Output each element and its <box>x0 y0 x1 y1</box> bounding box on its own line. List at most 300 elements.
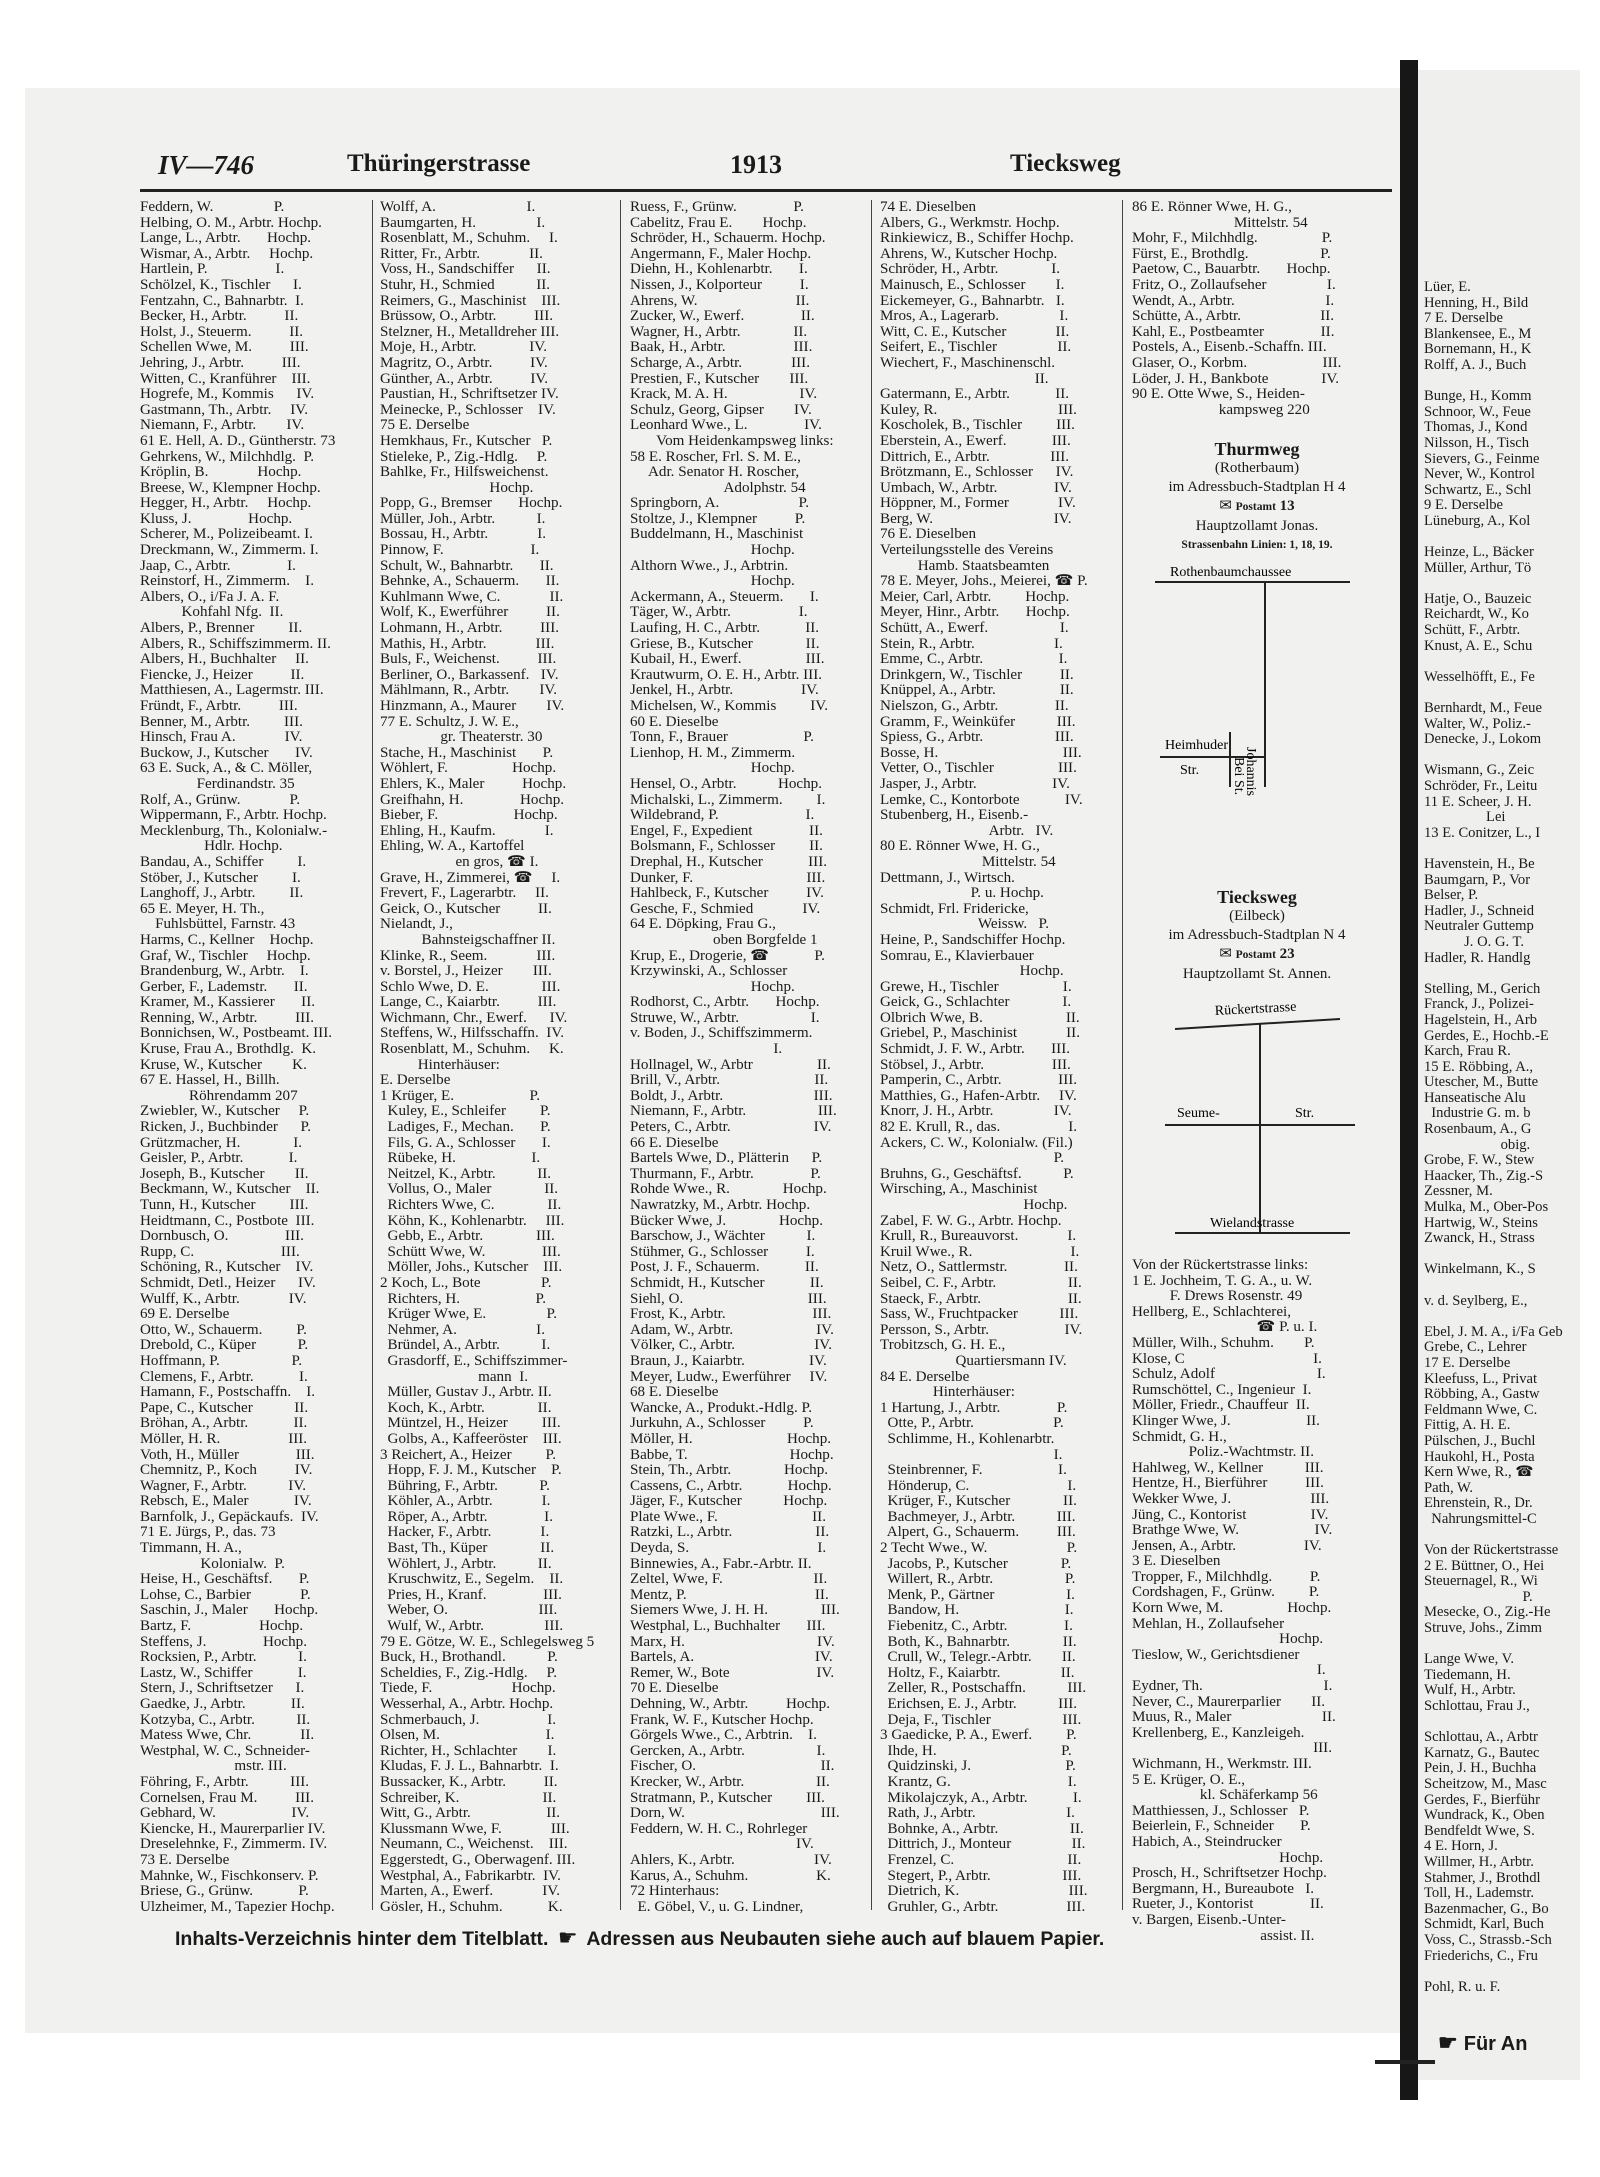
directory-entry: Utescher, M., Butte <box>1424 1075 1539 1091</box>
directory-entry: Leonhard Wwe., L. IV. <box>630 418 822 434</box>
directory-entry: Beckmann, W., Kutscher II. <box>140 1182 320 1198</box>
directory-entry: Beierlein, F., Schneider P. <box>1132 1819 1311 1835</box>
directory-entry: Ehlers, K., Maler Hochp. <box>380 776 567 792</box>
directory-entry: Stöbsel, J., Arbtr. III. <box>880 1057 1071 1073</box>
directory-entry: Krautwurm, O. E. H., Arbtr. III. <box>630 667 822 683</box>
directory-entry: Kiencke, H., Maurerparlier IV. <box>140 1821 326 1837</box>
directory-entry: Knust, A. E., Schu <box>1424 638 1533 654</box>
directory-entry: Wancke, A., Produkt.-Hdlg. P. <box>630 1400 812 1416</box>
directory-entry: Zeller, R., Postschaffn. III. <box>880 1681 1087 1697</box>
directory-entry: Olsen, M. I. <box>380 1728 555 1744</box>
directory-entry: Erichsen, E. J., Arbtr. III. <box>880 1697 1078 1712</box>
directory-entry: Neitzel, K., Arbtr. II. <box>380 1166 552 1182</box>
directory-entry: Adr. Senator H. Roscher, <box>630 465 800 481</box>
directory-entry: Crull, W., Telegr.-Arbtr. II. <box>880 1650 1076 1666</box>
directory-entry: Pinnow, F. I. <box>380 543 540 559</box>
tiecksweg-heading <box>1132 888 1382 984</box>
map-label-vert1: Johannis <box>1243 747 1258 796</box>
directory-entry: Bast, Th., Küper II. <box>380 1541 555 1557</box>
directory-entry: Löder, J. H., Bankbote IV. <box>1132 371 1340 387</box>
directory-entry: Boldt, J., Arbtr. III. <box>630 1088 833 1104</box>
directory-entry: Heise, H., Geschäftsf. P. <box>140 1572 310 1588</box>
directory-entry: v. Borstel, J., Heizer III. <box>380 964 552 980</box>
directory-entry: Koscholek, B., Tischler III. <box>880 418 1075 434</box>
thurmweg-title: Thurmweg <box>1214 439 1300 459</box>
directory-entry: Rosenbaum, A., G <box>1424 1122 1532 1138</box>
directory-entry: Bartz, F. Hochp. <box>140 1619 304 1635</box>
directory-entry: Hochp. <box>380 480 534 496</box>
directory-entry: Prestien, F., Kutscher III. <box>630 371 809 387</box>
directory-entry: Krantz, G. I. <box>880 1774 1077 1790</box>
directory-entry: Dittrich, J., Monteur II. <box>880 1837 1086 1853</box>
address-column-3 <box>630 200 858 1915</box>
directory-entry: Mesecke, O., Zig.-He <box>1424 1605 1551 1621</box>
directory-entry: Saschin, J., Maler Hochp. <box>140 1603 319 1619</box>
directory-entry: Bandow, H. I. <box>880 1603 1074 1619</box>
footer-left-text: Inhalts-Verzeichnis hinter dem Titelblatt. <box>175 1928 549 1950</box>
directory-entry: 17 E. Derselbe <box>1424 1355 1511 1371</box>
directory-entry: Stelzner, H., Metalldreher III. <box>380 324 560 340</box>
directory-entry: Wulff, K., Arbtr. IV. <box>140 1291 307 1307</box>
directory-entry: Zeltel, Wwe, F. II. <box>630 1572 828 1588</box>
directory-entry: Rocksien, P., Arbtr. I. <box>140 1650 307 1666</box>
directory-entry: Wendt, A., Arbtr. I. <box>1132 293 1335 309</box>
directory-entry: Wismann, G., Zeic <box>1424 763 1535 779</box>
directory-entry: Schröder, H., Schauerm. Hochp. <box>630 231 826 247</box>
directory-entry: Arbtr. IV. <box>880 823 1054 839</box>
directory-entry: Binnewies, A., Fabr.-Arbtr. II. <box>630 1556 812 1572</box>
directory-entry: Schwartz, E., Schl <box>1424 482 1532 498</box>
directory-entry: Geisler, P., Arbtr. I. <box>140 1151 298 1167</box>
directory-entry: Quidzinski, J. P. <box>880 1759 1076 1775</box>
directory-entry: Ackers, C. W., Kolonialw. (Fil.) <box>880 1135 1073 1151</box>
directory-entry: Gerdes, F., Bierführ <box>1424 1792 1540 1808</box>
directory-entry: Plate Wwe., F. II. <box>630 1509 826 1525</box>
directory-entry: Westphal, A., Fabrikarbtr. IV. <box>380 1868 561 1884</box>
column-divider <box>620 200 621 1910</box>
directory-entry: Müller, Arthur, Tö <box>1424 560 1532 576</box>
directory-entry: Schlo Wwe, D. E. III. <box>380 979 561 995</box>
directory-entry: Schlottau, Frau J., <box>1424 1699 1530 1715</box>
directory-entry: Quartiersmann IV. <box>880 1353 1067 1369</box>
directory-entry: Baak, H., Arbtr. III. <box>630 340 813 356</box>
directory-entry: Joseph, B., Kutscher II. <box>140 1166 309 1182</box>
directory-entry: Richters Wwe, C. II. <box>380 1198 562 1213</box>
directory-entry: Dorn, W. III. <box>630 1806 840 1822</box>
directory-entry: Schnoor, W., Feue <box>1424 404 1531 420</box>
tiecksweg-title: Tiecksweg <box>1217 887 1297 907</box>
directory-entry: Niemann, F., Arbtr. III. <box>630 1104 837 1120</box>
directory-entry: Grasdorff, E., Schiffszimmer- <box>380 1353 568 1369</box>
directory-entry: Fritz, O., Zollaufseher I. <box>1132 277 1336 293</box>
directory-entry <box>1424 654 1580 670</box>
directory-entry: Bossau, H., Arbtr. I. <box>380 527 547 543</box>
directory-entry: Grützmacher, H. I. <box>140 1135 303 1151</box>
street-title-left: Thüringerstrasse <box>347 150 531 177</box>
directory-entry <box>1424 841 1580 857</box>
thurmweg-zollamt: Hauptzollamt Jonas. <box>1195 518 1319 534</box>
directory-entry: Scheldies, F., Zig.-Hdlg. P. <box>380 1665 557 1681</box>
directory-entry: Nielandt, J., <box>380 917 453 933</box>
directory-entry: Rosenblatt, M., Schuhm. I. <box>380 231 558 247</box>
directory-entry: Zessner, M. <box>1424 1184 1493 1200</box>
directory-entry: Schütt Wwe, W. III. <box>380 1244 561 1260</box>
page-number: IV—746 <box>158 150 255 180</box>
directory-entry: Ritter, Fr., Arbtr. II. <box>380 246 543 262</box>
directory-entry: Lüer, E. <box>1424 280 1471 295</box>
directory-entry: Griese, B., Kutscher II. <box>630 636 820 652</box>
directory-entry: Mehlan, H., Zollaufseher <box>1132 1616 1285 1632</box>
directory-entry: Meinecke, P., Schlosser IV. <box>380 402 556 418</box>
map-label-vert2: Bei St. <box>1231 757 1246 796</box>
directory-entry: Wirsching, A., Maschinist <box>880 1182 1038 1198</box>
directory-entry: Gramm, F., Weinküfer III. <box>880 714 1076 730</box>
directory-entry: Hinzmann, A., Maurer IV. <box>380 699 565 714</box>
directory-entry: kampsweg 220 <box>1132 402 1310 418</box>
directory-entry: Ferdinandstr. 35 <box>140 776 295 792</box>
directory-entry: Voth, H., Müller III. <box>140 1447 315 1463</box>
directory-entry: Gastmann, Th., Arbtr. IV. <box>140 402 308 418</box>
directory-entry: Steffens, W., Hilfsschaffn. IV. <box>380 1026 565 1042</box>
directory-entry: Kruse, Frau A., Brothdlg. K. <box>140 1042 317 1058</box>
directory-entry: Klose, C I. <box>1132 1351 1322 1367</box>
directory-entry: Brötzmann, E., Schlosser IV. <box>880 465 1074 481</box>
directory-entry: Krup, E., Drogerie, ☎ P. <box>630 948 825 964</box>
directory-entry: Nehmer, A. I. <box>380 1322 545 1338</box>
directory-entry: Hochp. <box>630 979 795 995</box>
directory-entry: Fischer, O. II. <box>630 1759 835 1775</box>
directory-entry: Stahmer, J., Brothdl <box>1424 1870 1541 1886</box>
directory-entry: Täger, W., Arbtr. I. <box>630 605 808 621</box>
directory-entry: Richter, H., Schlachter I. <box>380 1743 557 1759</box>
directory-entry: Tiedemann, H. <box>1424 1667 1511 1683</box>
directory-entry: Graf, W., Tischler Hochp. <box>140 948 311 964</box>
directory-entry: Kern Wwe, R., ☎ <box>1424 1465 1534 1481</box>
directory-entry: Bonnichsen, W., Postbeamt. III. <box>140 1026 333 1042</box>
tiecksweg-map <box>1135 995 1375 1245</box>
thurmweg-strassenbahn: Strassenbahn Linien: 1, 18, 19. <box>1181 539 1333 551</box>
next-page-footer <box>1438 2030 1527 2056</box>
directory-entry: Kramer, M., Kassierer II. <box>140 995 316 1011</box>
directory-entry: Albers, G., Werkmstr. Hochp. <box>880 215 1060 231</box>
directory-entry: Berliner, O., Barkassenf. IV. <box>380 667 559 683</box>
directory-entry: Krzywinski, A., Schlosser <box>630 964 788 980</box>
directory-entry: Hadler, J., Schneid <box>1424 903 1535 919</box>
directory-entry: Nilsson, H., Tisch <box>1424 435 1530 451</box>
directory-entry: Wesserhal, A., Arbtr. Hochp. <box>380 1697 554 1712</box>
directory-entry: Ladiges, F., Mechan. P. <box>380 1120 551 1136</box>
directory-entry: Eberstein, A., Ewerf. III. <box>880 433 1071 449</box>
directory-entry <box>1424 1278 1580 1294</box>
directory-entry: Ackermann, A., Steuerm. I. <box>630 589 819 605</box>
directory-entry: Gesche, F., Schmied IV. <box>630 901 821 917</box>
directory-entry: Meyer, Hinr., Arbtr. Hochp. <box>880 605 1070 621</box>
directory-entry: Schult, W., Bahnarbtr. II. <box>380 558 554 574</box>
directory-entry: Fils, G. A., Schlosser I. <box>380 1135 551 1151</box>
directory-entry: Rolff, A. J., Buch <box>1424 357 1527 373</box>
directory-entry: Adam, W., Arbtr. IV. <box>630 1322 834 1338</box>
directory-entry: Schröder, H., Arbtr. I. <box>880 262 1061 278</box>
directory-entry: Fiencke, J., Heizer II. <box>140 667 305 683</box>
directory-entry: Stuhr, H., Schmied II. <box>380 277 551 293</box>
directory-entry: Krüger Wwe, E. P. <box>380 1307 558 1323</box>
directory-entry: Kubail, H., Ewerf. III. <box>630 652 825 668</box>
directory-entry: Fuhlsbüttel, Farnstr. 43 <box>140 917 296 933</box>
directory-entry: Voss, H., Sandschiffer II. <box>380 262 551 278</box>
next-page-strip <box>1418 70 1580 2080</box>
directory-entry: ☎ P. u. I. <box>1132 1320 1318 1336</box>
directory-entry: Wippermann, F., Arbtr. Hochp. <box>140 808 327 824</box>
directory-entry: Rohde Wwe., R. Hochp. <box>630 1182 827 1198</box>
directory-entry: Tropper, F., Milchhdlg. P. <box>1132 1569 1321 1585</box>
directory-entry: Stoltze, J., Klempner P. <box>630 511 806 527</box>
directory-entry: Hochp. <box>630 543 795 559</box>
directory-entry: Marten, A., Ewerf. IV. <box>380 1884 560 1900</box>
thurmweg-postamt <box>1132 497 1382 517</box>
directory-entry: Schlimme, H., Kohlenarbtr. <box>880 1431 1055 1447</box>
directory-entry: Toll, H., Lademstr. <box>1424 1886 1535 1902</box>
directory-entry: Winkelmann, K., S <box>1424 1262 1536 1278</box>
map-label-left: Heimhuder <box>1165 738 1228 753</box>
directory-entry: 84 E. Derselbe <box>880 1369 970 1385</box>
directory-entry: Stöber, J., Kutscher I. <box>140 870 301 886</box>
directory-entry: Wulf, W., Arbtr. III. <box>380 1619 564 1635</box>
directory-entry: Schröder, Fr., Leitu <box>1424 779 1538 794</box>
directory-entry: gr. Theaterstr. 30 <box>380 730 543 746</box>
directory-entry: Dittrich, E., Arbtr. III. <box>880 449 1070 465</box>
directory-entry: Krecker, W., Arbtr. II. <box>630 1774 830 1790</box>
directory-entry: Helbing, O. M., Arbtr. Hochp. <box>140 215 322 231</box>
directory-entry: Wöhlert, F. Hochp. <box>380 761 557 777</box>
directory-entry: Kruil Wwe., R. I. <box>880 1244 1080 1260</box>
directory-entry: Dornbusch, O. III. <box>140 1229 304 1245</box>
directory-entry: Greifhahn, H. Hochp. <box>380 792 565 808</box>
directory-entry: Wagner, H., Arbtr. II. <box>630 324 808 340</box>
directory-entry: 72 Hinterhaus: <box>630 1884 720 1900</box>
directory-entry: Buls, F., Weichenst. III. <box>380 652 557 668</box>
directory-entry: Fründt, F., Arbtr. III. <box>140 699 298 714</box>
directory-entry: Adolphstr. 54 <box>630 480 806 496</box>
directory-entry: Zabel, F. W. G., Arbtr. Hochp. <box>880 1213 1062 1229</box>
postamt-number: 13 <box>1279 498 1295 514</box>
directory-entry: Poliz.-Wachtmstr. II. <box>1132 1445 1314 1461</box>
column-divider <box>871 200 872 1910</box>
directory-entry: Vollus, O., Maler II. <box>380 1182 559 1198</box>
directory-entry: Kruschwitz, E., Segelm. II. <box>380 1572 564 1588</box>
directory-entry: Tonn, F., Brauer P. <box>630 730 814 746</box>
directory-entry: v. d. Seylberg, E., <box>1424 1293 1528 1309</box>
directory-entry: Stubenberg, H., Eisenb.- <box>880 808 1029 824</box>
directory-entry: Tiede, F. Hochp. <box>380 1681 556 1697</box>
directory-entry: Bosse, H. III. <box>880 745 1082 761</box>
directory-entry: oben Borgfelde 1 <box>630 932 818 948</box>
directory-entry: Stein, R., Arbtr. I. <box>880 636 1063 652</box>
tiecksweg-entries <box>1132 1258 1382 1944</box>
directory-entry: Havenstein, H., Be <box>1424 856 1535 872</box>
footer-right-text: Adressen aus Neubauten siehe auch auf blauem Papier. <box>586 1928 1105 1950</box>
directory-entry: Mros, A., Lagerarb. I. <box>880 309 1069 325</box>
directory-entry: Wesselhöfft, E., Fe <box>1424 669 1535 685</box>
directory-entry: Westphal, L., Buchhalter III. <box>630 1619 826 1635</box>
directory-entry: Hochp. <box>1132 1632 1324 1648</box>
directory-entry: Mikolajczyk, A., Arbtr. I. <box>880 1790 1082 1806</box>
year-title: 1913 <box>730 150 782 179</box>
directory-entry: Bunge, H., Komm <box>1424 389 1532 405</box>
directory-entry: Wekker Wwe, J. III. <box>1132 1491 1330 1507</box>
directory-entry: Rumschöttel, C., Ingenieur I. <box>1132 1382 1312 1398</box>
directory-entry: Witt, C. E., Kutscher II. <box>880 324 1070 340</box>
directory-entry: Thomas, J., Kond <box>1424 420 1528 436</box>
directory-entry: Rueter, J., Kontorist II. <box>1132 1897 1324 1913</box>
directory-entry: Siemers Wwe, J. H. H. III. <box>630 1603 840 1619</box>
directory-entry: Bendfeldt Wwe, S. <box>1424 1823 1535 1839</box>
directory-entry: I. <box>1132 1663 1326 1679</box>
directory-entry: Lastz, W., Schiffer I. <box>140 1665 307 1681</box>
directory-entry: Möller, H. R. III. <box>140 1431 308 1447</box>
directory-entry: Drebold, C., Küper P. <box>140 1338 309 1354</box>
directory-entry: Feddern, W. P. <box>140 200 285 215</box>
directory-entry: Bazenmacher, G., Bo <box>1424 1901 1549 1917</box>
directory-entry: Matthiesen, A., Lagermstr. III. <box>140 683 324 699</box>
directory-entry: Voss, C., Strassb.-Sch <box>1424 1932 1552 1948</box>
postamt-label: Postamt <box>1235 501 1276 513</box>
directory-entry: Never, C., Maurerparlier II. <box>1132 1694 1326 1710</box>
directory-entry: Lienhop, H. M., Zimmerm. <box>630 745 796 761</box>
directory-entry: Harms, C., Kellner Hochp. <box>140 932 314 948</box>
directory-entry: Weissw. P. <box>880 917 1050 933</box>
directory-entry: Kolonialw. P. <box>140 1556 285 1572</box>
directory-entry: Knüppel, A., Arbtr. II. <box>880 683 1074 699</box>
directory-entry: Umbach, W., Arbtr. IV. <box>880 480 1072 496</box>
directory-entry: Albers, O., i/Fa J. A. F. <box>140 589 280 605</box>
directory-entry: 7 E. Derselbe <box>1424 311 1504 327</box>
directory-entry: Krull, R., Bureauvorst. I. <box>880 1229 1077 1245</box>
directory-entry: Schmidt, H., Kutscher II. <box>630 1275 824 1291</box>
directory-entry: Wiechert, F., Maschinenschl. <box>880 355 1056 371</box>
directory-entry: Nielszon, G., Arbtr. II. <box>880 699 1069 714</box>
directory-entry: 67 E. Hassel, H., Billh. <box>140 1073 280 1089</box>
directory-entry: Gebb, E., Arbtr. III. <box>380 1229 555 1245</box>
directory-entry: Springborn, A. P. <box>630 496 810 512</box>
directory-entry: Schmidt, G. H., <box>1132 1429 1227 1445</box>
directory-entry: Hinsch, Frau A. IV. <box>140 730 303 746</box>
directory-entry: Prosch, H., Schriftsetzer Hochp. <box>1132 1866 1327 1882</box>
directory-entry: Bohnke, A., Arbtr. II. <box>880 1821 1084 1837</box>
directory-entry: Kruse, W., Kutscher K. <box>140 1057 307 1073</box>
directory-entry: Hahlbeck, F., Kutscher IV. <box>630 886 824 902</box>
directory-entry: Baumgarten, H. I. <box>380 215 546 231</box>
column-divider <box>372 200 373 1910</box>
directory-entry: Nahrungsmittel-C <box>1424 1511 1537 1527</box>
directory-entry: Feldmann Wwe, C. <box>1424 1402 1538 1418</box>
directory-entry: 11 E. Scheer, J. H. <box>1424 794 1532 810</box>
directory-entry: Ahrens, W., Kutscher Hochp. <box>880 246 1058 262</box>
directory-entry: Hopp, F. J. M., Kutscher P. <box>380 1463 562 1479</box>
directory-entry: Schütt, A., Ewerf. I. <box>880 621 1069 637</box>
directory-entry: Dettmann, J., Wirtsch. <box>880 870 1015 886</box>
directory-entry: Rodhorst, C., Arbtr. Hochp. <box>630 995 820 1011</box>
directory-entry: Olbrich Wwe, B. II. <box>880 1010 1080 1026</box>
column-divider <box>1122 200 1123 1910</box>
directory-entry: Stelling, M., Gerich <box>1424 981 1541 997</box>
directory-entry: Röbbing, A., Gastw <box>1424 1387 1540 1403</box>
directory-entry: Nawratzky, M., Arbtr. Hochp. <box>630 1198 811 1213</box>
directory-entry: Deja, F., Tischler III. <box>880 1712 1082 1728</box>
directory-entry: Pohl, R. u. F. <box>1424 1979 1501 1995</box>
directory-entry: Stache, H., Maschinist P. <box>380 745 554 761</box>
directory-entry: Klussmann Wwe, F. III. <box>380 1821 570 1837</box>
directory-entry: Magritz, O., Arbtr. IV. <box>380 355 548 371</box>
directory-entry: Günther, A., Arbtr. IV. <box>380 371 549 387</box>
directory-entry: Bahnsteigschaffner II. <box>380 932 556 948</box>
directory-entry: Hartlein, P. I. <box>140 262 285 278</box>
directory-entry: Kotzyba, C., Arbtr. II. <box>140 1712 311 1728</box>
directory-entry: Korn Wwe, M. Hochp. <box>1132 1601 1332 1617</box>
directory-entry: Höppner, M., Former IV. <box>880 496 1076 512</box>
directory-entry: Wildebrand, P. I. <box>630 808 815 824</box>
directory-entry: Barnfolk, J., Gepäckaufs. IV. <box>140 1509 319 1525</box>
directory-entry: Buck, H., Brothandl. P. <box>380 1650 558 1666</box>
directory-entry: Eggerstedt, G., Oberwagenf. III. <box>380 1852 576 1868</box>
directory-entry: Hamann, F., Postschaffn. I. <box>140 1385 316 1401</box>
map-label-mid-left: Seume- <box>1177 1106 1220 1121</box>
directory-entry: Görgels Wwe., C., Arbtrin. I. <box>630 1728 817 1744</box>
directory-entry: E. Göbel, V., u. G. Lindner, <box>630 1899 804 1915</box>
directory-entry: Marx, H. IV. <box>630 1634 835 1650</box>
directory-entry: Grewe, H., Tischler I. <box>880 979 1072 995</box>
directory-entry: 1 E. Jochheim, T. G. A., u. W. <box>1132 1273 1313 1289</box>
directory-entry: Bergmann, H., Bureaubote I. <box>1132 1881 1315 1897</box>
directory-entry: Hadler, R. Handlg <box>1424 950 1531 966</box>
directory-entry: Cabelitz, Frau E. Hochp. <box>630 215 807 231</box>
directory-entry: Koch, K., Arbtr. II. <box>380 1400 552 1416</box>
directory-entry: Heine, P., Sandschiffer Hochp. <box>880 932 1066 948</box>
next-page-column <box>1424 280 1580 1995</box>
directory-entry: 75 E. Derselbe <box>380 418 470 434</box>
directory-entry: Rübeke, H. I. <box>380 1151 541 1167</box>
directory-entry: Ehrenstein, R., Dr. <box>1424 1496 1533 1512</box>
directory-entry: Grebe, C., Lehrer <box>1424 1340 1527 1356</box>
directory-entry: Moje, H., Arbtr. IV. <box>380 340 548 356</box>
directory-entry: Alpert, G., Schauerm. III. <box>880 1525 1076 1541</box>
directory-entry: Kuhlmann Wwe, C. II. <box>380 589 564 605</box>
directory-entry: 79 E. Götze, W. E., Schlegelsweg 5 <box>380 1634 595 1650</box>
directory-entry: Lohse, C., Barbier P. <box>140 1587 311 1603</box>
directory-entry: Heidtmann, C., Postbote III. <box>140 1213 315 1229</box>
directory-entry: Seibel, C. F., Arbtr. II. <box>880 1275 1082 1291</box>
directory-entry: Haacker, Th., Zig.-S <box>1424 1168 1544 1184</box>
directory-entry: Albers, R., Schiffszimmerm. II. <box>140 636 331 652</box>
directory-entry: Mulka, M., Ober-Pos <box>1424 1200 1549 1216</box>
directory-entry: Gerdes, E., Hochb.-E <box>1424 1028 1549 1044</box>
directory-entry: Lemke, C., Kontorbote IV. <box>880 792 1083 808</box>
directory-entry: Rinkiewicz, B., Schiffer Hochp. <box>880 231 1074 247</box>
directory-entry: Schellen Wwe, M. III. <box>140 340 309 356</box>
directory-entry: Wismar, A., Arbtr. Hochp. <box>140 246 314 262</box>
directory-entry: Schütte, A., Arbtr. II. <box>1132 309 1335 325</box>
page-footer <box>175 1925 1375 1951</box>
directory-entry: Eydner, Th. I. <box>1132 1679 1333 1695</box>
directory-entry: v. Bargen, Eisenb.-Unter- <box>1132 1912 1286 1928</box>
map-label-left2: Str. <box>1180 763 1200 778</box>
directory-entry: Röhrendamm 207 <box>140 1088 298 1104</box>
directory-entry: Mahnke, W., Fischkonserv. P. <box>140 1868 319 1884</box>
directory-entry: Frevert, F., Lagerarbtr. II. <box>380 886 549 902</box>
postamt-number: 23 <box>1279 946 1295 962</box>
directory-entry: Hochp. <box>630 761 795 777</box>
directory-entry: Never, W., Kontrol <box>1424 467 1535 483</box>
directory-entry: 15 E. Röbbing, A., <box>1424 1059 1537 1075</box>
